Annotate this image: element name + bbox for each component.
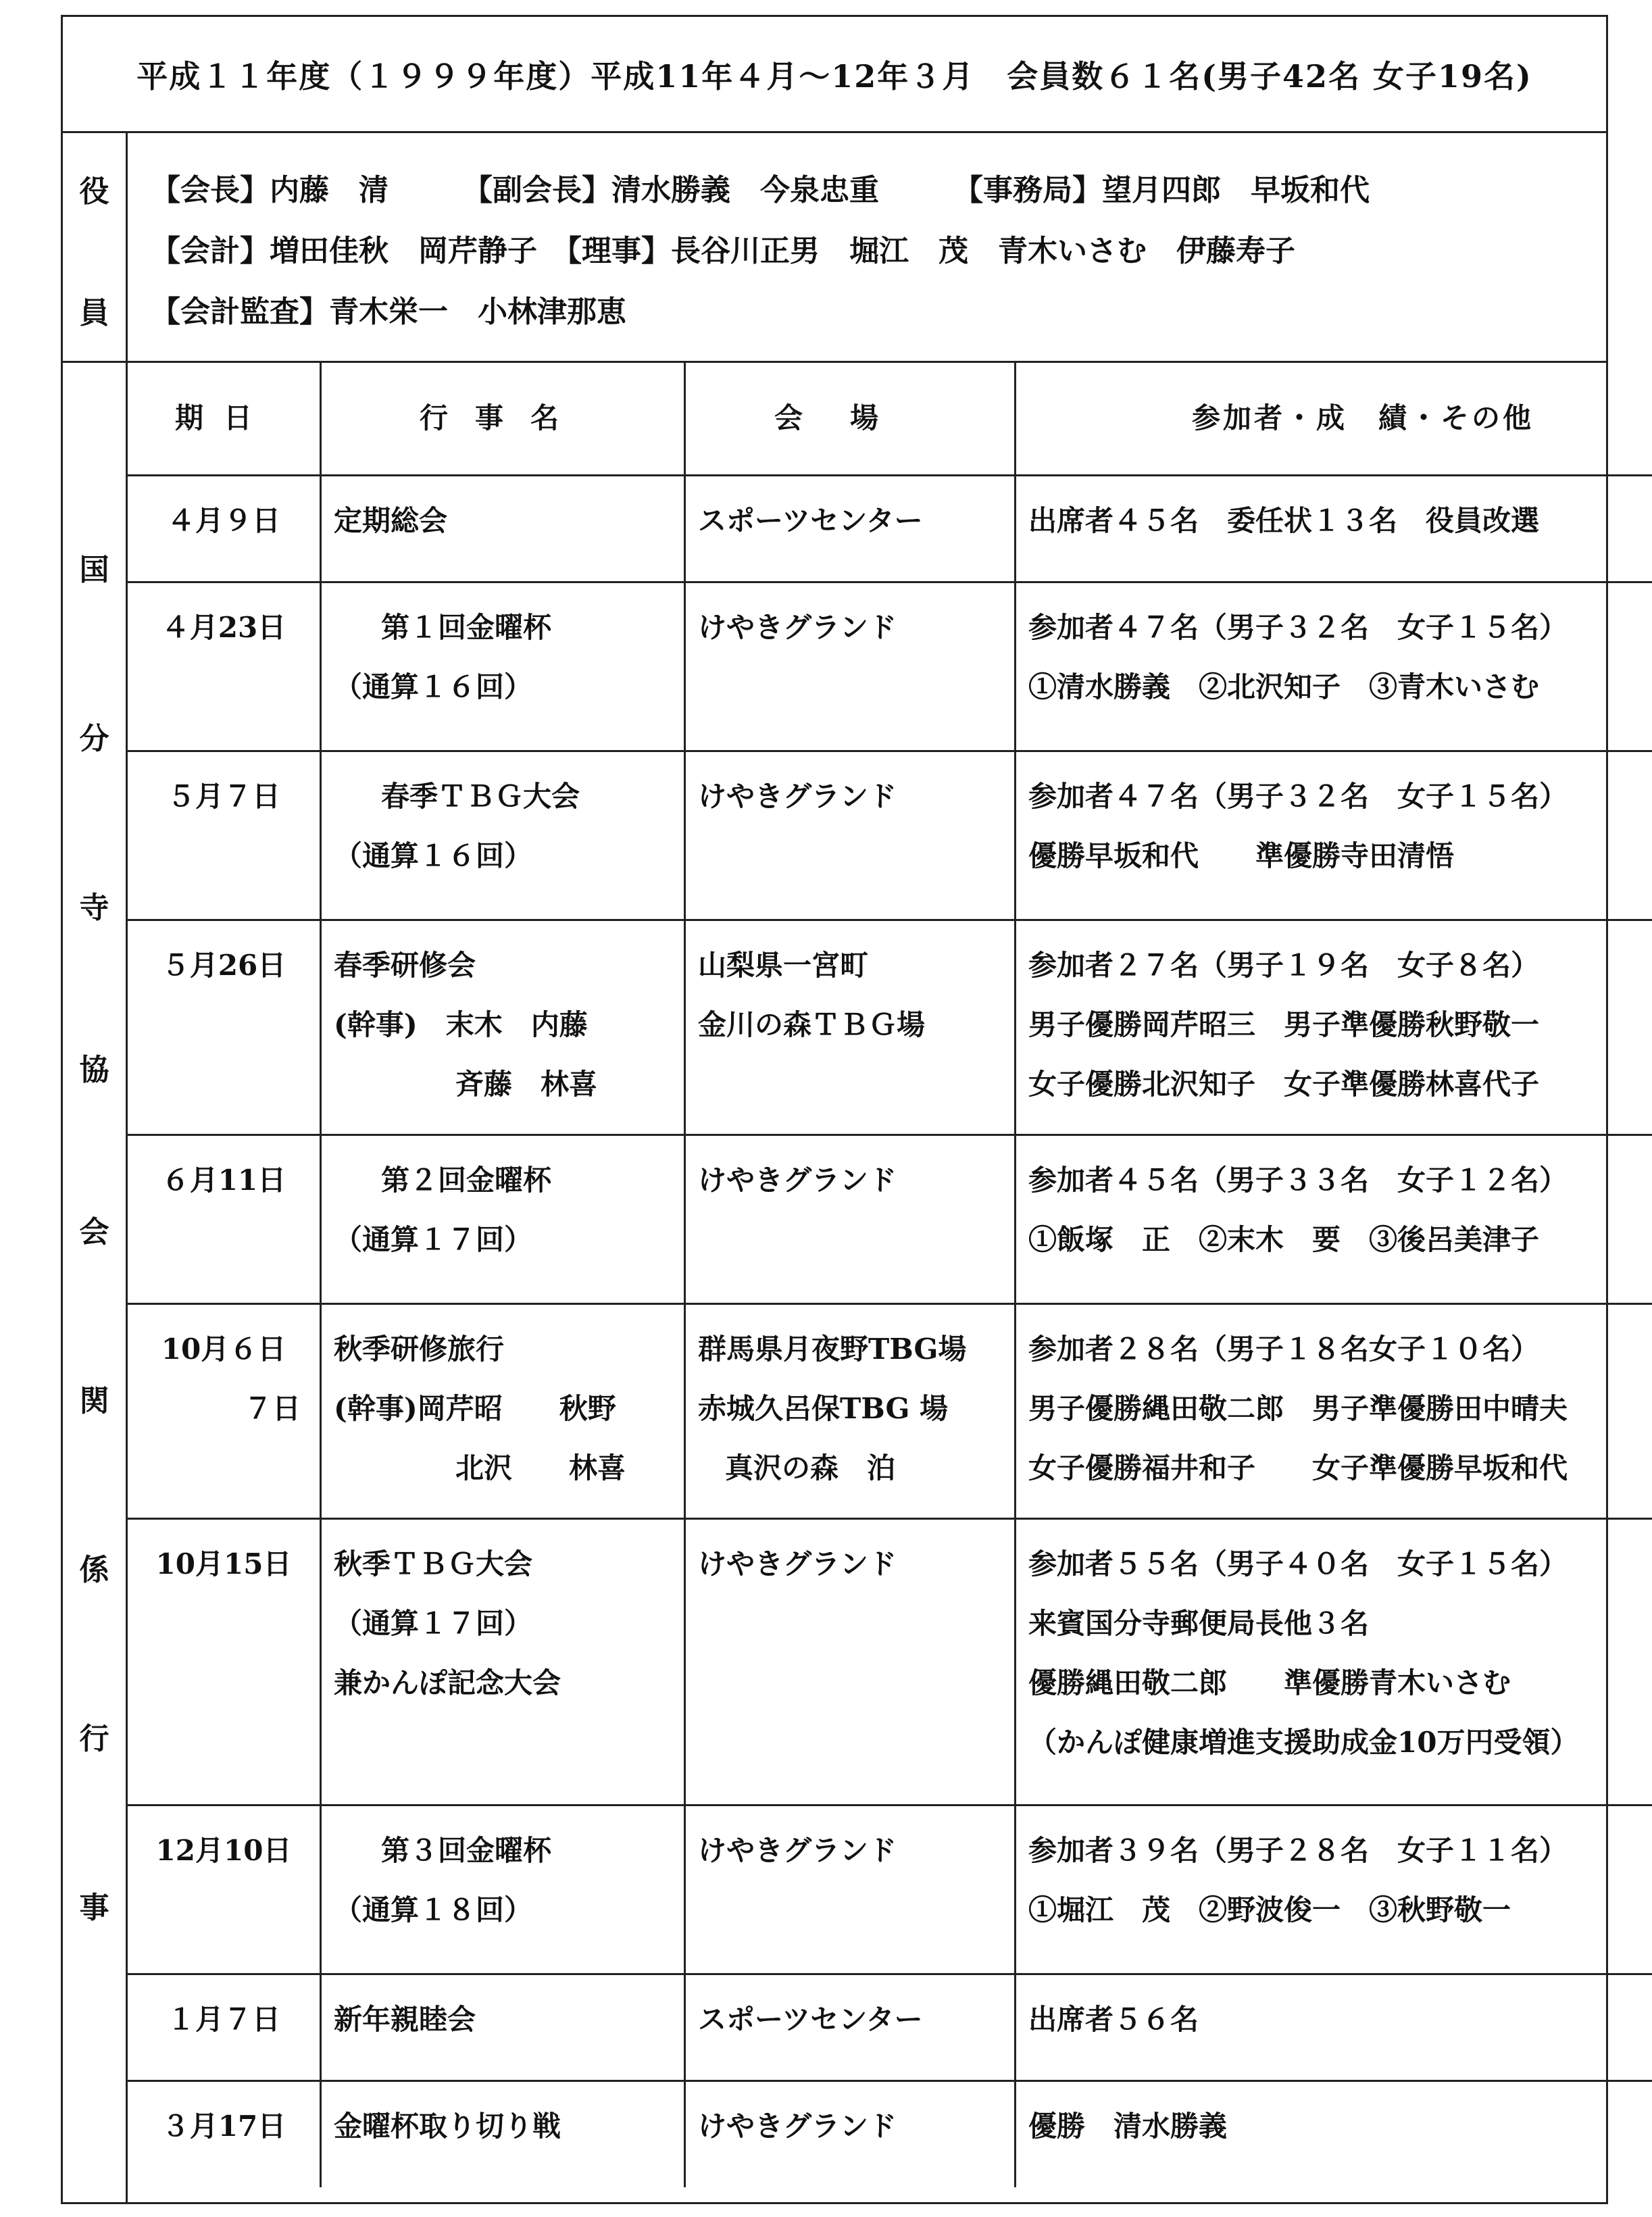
events-label-char: 係 [79, 1553, 109, 1587]
event-notes-line: 参加者２７名（男子１９名 女子８名） [1028, 948, 1540, 982]
event-date-cell [128, 1303, 321, 1518]
event-name-line: 定期総会 [334, 503, 448, 537]
event-name-cell [321, 1135, 685, 1303]
event-name-line: 金曜杯取り切り戦 [334, 2109, 561, 2143]
event-notes-line: 女子優勝北沢知子 女子準優勝林喜代子 [1028, 1067, 1540, 1101]
event-name-line: 第１回金曜杯 [381, 610, 552, 644]
header-event-name: 行事名 [321, 363, 685, 475]
events-label-char: 会 [79, 1215, 109, 1249]
event-notes-cell [1016, 751, 1652, 920]
event-date-line: １月７日 [166, 2002, 280, 2036]
event-notes-line: 出席者４５名 委任状１３名 役員改選 [1028, 503, 1540, 537]
event-venue-cell [685, 751, 1016, 920]
event-notes-cell [1016, 582, 1652, 751]
event-notes-cell [1016, 920, 1652, 1135]
event-venue-line: 山梨県一宮町 [698, 948, 869, 982]
event-date-line: ３月17日 [161, 2109, 286, 2143]
event-venue-line: けやきグランド [698, 1833, 897, 1867]
event-notes-line: 出席者５６名 [1028, 2002, 1199, 2036]
event-date-line: ６月11日 [161, 1163, 286, 1197]
table-row [128, 475, 1652, 582]
events-table [128, 363, 1652, 2187]
event-venue-line: けやきグランド [698, 2109, 897, 2143]
event-name-line: 春季研修会 [334, 948, 476, 982]
event-name-line: 第２回金曜杯 [381, 1163, 552, 1197]
table-row [128, 582, 1652, 751]
event-venue-cell [685, 475, 1016, 582]
event-venue-line: けやきグランド [698, 779, 897, 813]
event-notes-cell [1016, 475, 1652, 582]
event-name-cell [321, 1805, 685, 1974]
event-notes-line: ①堀江 茂 ②野波俊一 ③秋野敬一 [1028, 1893, 1511, 1926]
event-notes-line: 女子優勝福井和子 女子準優勝早坂和代 [1028, 1451, 1568, 1485]
table-header-row [128, 363, 1652, 475]
events-label-char: 関 [79, 1384, 109, 1418]
events-label-char: 行 [79, 1722, 109, 1756]
event-name-line: （通算１７回） [334, 1222, 533, 1256]
event-name-line: (幹事)岡芹昭 秋野 [334, 1391, 616, 1425]
officer-line: 【会長】内藤 清 【副会長】清水勝義 今泉忠重 【事務局】望月四郎 早坂和代 [151, 173, 1370, 207]
event-venue-cell [685, 920, 1016, 1135]
page-title: 平成１１年度（１９９９年度）平成11年４月～12年３月 会員数６１名(男子42名 女子19名) [63, 17, 1606, 133]
event-notes-line: ①清水勝義 ②北沢知子 ③青木いさむ [1028, 670, 1540, 703]
event-notes-line: 男子優勝岡芹昭三 男子準優勝秋野敬一 [1028, 1007, 1540, 1041]
event-name-line: 斉藤 林喜 [455, 1067, 598, 1101]
event-date-cell [128, 582, 321, 751]
event-name-cell [321, 1974, 685, 2081]
event-venue-cell [685, 1805, 1016, 1974]
event-date-cell [128, 1135, 321, 1303]
event-venue-line: 金川の森ＴＢＧ場 [698, 1007, 926, 1041]
officer-line: 【会計】増田佳秋 岡芹静子 【理事】長谷川正男 堀江 茂 青木いさむ 伊藤寿子 [151, 234, 1295, 268]
event-venue-line: 群馬県月夜野TBG場 [698, 1332, 967, 1366]
event-date-cell [128, 920, 321, 1135]
document-frame [61, 15, 1608, 2204]
event-name-cell [321, 582, 685, 751]
officers-label-top: 役 [79, 174, 109, 209]
event-name-line: 春季ＴＢＧ大会 [381, 779, 580, 813]
event-name-line: 北沢 林喜 [455, 1451, 626, 1485]
event-name-cell [321, 1303, 685, 1518]
event-name-line: 秋季ＴＢＧ大会 [334, 1547, 533, 1580]
event-notes-line: ①飯塚 正 ②末木 要 ③後呂美津子 [1028, 1222, 1540, 1256]
event-notes-line: 参加者５５名（男子４０名 女子１５名） [1028, 1547, 1568, 1580]
event-notes-line: 来賓国分寺郵便局長他３名 [1028, 1606, 1370, 1640]
event-name-line: 第３回金曜杯 [381, 1833, 552, 1867]
event-name-line: （通算１６回） [334, 670, 533, 703]
table-row [128, 1303, 1652, 1518]
event-venue-line: スポーツセンター [698, 2002, 923, 2036]
event-name-cell [321, 920, 685, 1135]
event-notes-line: 優勝早坂和代 準優勝寺田清悟 [1028, 839, 1455, 872]
event-notes-line: 参加者４７名（男子３２名 女子１５名） [1028, 779, 1568, 813]
event-date-line: ５月７日 [166, 779, 280, 813]
event-date-line: 12月10日 [155, 1833, 292, 1867]
event-date-line: ７日 [243, 1391, 301, 1425]
header-venue: 会場 [685, 363, 1016, 475]
event-venue-cell [685, 1974, 1016, 2081]
event-date-cell [128, 1974, 321, 2081]
event-name-line: （通算１６回） [334, 839, 533, 872]
event-venue-cell [685, 1518, 1016, 1805]
officers-section [63, 133, 1606, 363]
officers-label [63, 133, 128, 361]
event-notes-line: 参加者４７名（男子３２名 女子１５名） [1028, 610, 1568, 644]
event-date-line: ４月23日 [161, 610, 286, 644]
event-notes-line: 参加者４５名（男子３３名 女子１２名） [1028, 1163, 1568, 1197]
event-name-cell [321, 751, 685, 920]
event-date-cell [128, 1518, 321, 1805]
events-label-char: 協 [79, 1053, 109, 1087]
event-notes-cell [1016, 1518, 1652, 1805]
event-name-line: （通算１７回） [334, 1606, 533, 1640]
event-notes-line: 男子優勝縄田敬二郎 男子準優勝田中晴夫 [1028, 1391, 1568, 1425]
table-row [128, 1135, 1652, 1303]
event-notes-cell [1016, 1974, 1652, 2081]
header-date: 期日 [128, 363, 321, 475]
officer-line: 【会計監査】青木栄一 小林津那恵 [151, 295, 626, 329]
event-name-line: 秋季研修旅行 [334, 1332, 505, 1366]
event-date-line: ５月26日 [161, 948, 286, 982]
event-notes-line: 参加者２８名（男子１８名女子１０名） [1028, 1332, 1540, 1366]
event-name-cell [321, 2081, 685, 2187]
event-date-line: 10月６日 [161, 1332, 286, 1366]
event-notes-line: （かんぽ健康増進支援助成金10万円受領） [1028, 1725, 1579, 1759]
event-venue-line: けやきグランド [698, 1547, 897, 1580]
event-notes-cell [1016, 1805, 1652, 1974]
event-venue-cell [685, 1135, 1016, 1303]
event-date-cell [128, 2081, 321, 2187]
table-row [128, 920, 1652, 1135]
event-date-cell [128, 1805, 321, 1974]
event-name-line: 兼かんぽ記念大会 [334, 1666, 561, 1699]
events-vertical-label [63, 363, 128, 2202]
event-date-line: 10月15日 [155, 1547, 292, 1580]
events-label-char: 寺 [79, 891, 109, 925]
event-notes-line: 参加者３９名（男子２８名 女子１１名） [1028, 1833, 1568, 1867]
event-venue-line: けやきグランド [698, 1163, 897, 1197]
events-label-char: 事 [79, 1891, 109, 1925]
event-venue-line: 赤城久呂保TBG 場 [698, 1391, 949, 1425]
event-notes-line: 優勝 清水勝義 [1028, 2109, 1228, 2143]
table-row [128, 2081, 1652, 2187]
officers-label-bottom: 員 [79, 296, 109, 330]
event-name-line: (幹事) 末木 内藤 [334, 1007, 588, 1041]
event-venue-line: スポーツセンター [698, 503, 923, 537]
event-name-cell [321, 475, 685, 582]
event-notes-cell [1016, 2081, 1652, 2187]
event-venue-cell [685, 582, 1016, 751]
header-notes: 参加者・成 績・その他 [1016, 363, 1652, 475]
event-name-line: 新年親睦会 [334, 2002, 476, 2036]
table-row [128, 1518, 1652, 1805]
event-venue-line: けやきグランド [698, 610, 897, 644]
event-notes-cell [1016, 1303, 1652, 1518]
table-row [128, 751, 1652, 920]
events-label-char: 分 [79, 722, 109, 756]
events-section [63, 363, 1606, 2202]
event-date-cell [128, 751, 321, 920]
events-label-char: 国 [79, 553, 109, 587]
event-venue-line: 真沢の森 泊 [725, 1451, 896, 1485]
table-row [128, 1974, 1652, 2081]
event-date-cell [128, 475, 321, 582]
event-name-line: （通算１８回） [334, 1893, 533, 1926]
table-row [128, 1805, 1652, 1974]
event-notes-line: 優勝縄田敬二郎 準優勝青木いさむ [1028, 1666, 1511, 1699]
event-notes-cell [1016, 1135, 1652, 1303]
event-date-line: ４月９日 [166, 503, 280, 537]
event-name-cell [321, 1518, 685, 1805]
event-venue-cell [685, 2081, 1016, 2187]
event-venue-cell [685, 1303, 1016, 1518]
